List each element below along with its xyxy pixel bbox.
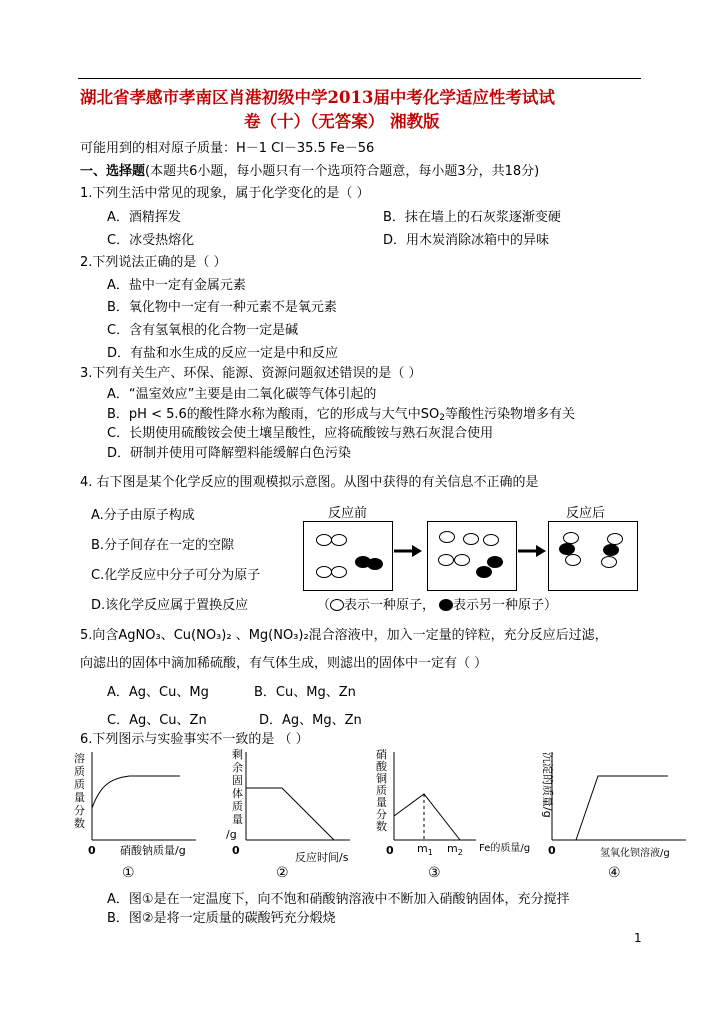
ylabel-char: 体	[232, 787, 243, 800]
graph-2-curve	[246, 788, 334, 840]
q5-option-d: D．Ag、Mg、Zn	[259, 713, 362, 728]
legend-open-paren: （	[317, 598, 331, 613]
q4-stem: 4. 右下图是某个化学反应的围观模拟示意图。从图中获得的有关信息不正确的是	[80, 475, 539, 490]
q5-stem-line2: 向滤出的固体中滴加稀硫酸，有气体生成，则滤出的固体中一定有（ ）	[80, 656, 488, 671]
graph-2-number: ②	[276, 865, 289, 881]
q2-option-c: C．含有氢氧根的化合物一定是碱	[107, 323, 299, 338]
q1-option-d: D．用木炭消除冰箱中的异味	[383, 233, 550, 248]
arrow-2	[518, 544, 548, 558]
ylabel-char: 质	[232, 800, 243, 813]
graph-4	[530, 746, 700, 882]
reaction-box-before	[303, 521, 393, 591]
graph-4-ylabel: 沉淀的质量/g	[541, 752, 554, 818]
arrow-1	[394, 544, 424, 558]
ylabel-char: 酸	[376, 760, 387, 773]
graph-1-number: ①	[122, 865, 135, 881]
q3-option-b	[107, 403, 575, 423]
graph-2-origin: 0	[232, 844, 240, 857]
atom-open	[331, 566, 347, 578]
graph-3-xlabel: Fe的质量/g	[479, 843, 531, 854]
graph-3-origin: 0	[386, 844, 394, 857]
graph-1-xlabel: 硝酸钠质量/g	[120, 844, 186, 857]
q5-option-b: B．Cu、Mg、Zn	[254, 685, 356, 700]
q2-option-a: A．盐中一定有金属元素	[107, 278, 246, 293]
atom-open	[463, 533, 479, 545]
legend-open-atom-icon	[330, 599, 344, 611]
graph-3-m1-sub: 1	[427, 848, 433, 857]
ylabel-char: 量	[232, 813, 243, 826]
q5-option-c: C．Ag、Cu、Zn	[107, 713, 207, 728]
atom-open	[316, 534, 332, 546]
ylabel-char: 溶	[74, 752, 85, 765]
graph-2-ylabel	[232, 747, 243, 826]
section-description: (本题共6小题，每小题只有一个选项符合题意，每小题3分，共18分)	[145, 164, 540, 179]
q3-option-d: D．研制并使用可降解塑料能缓解白色污染	[107, 446, 352, 461]
ylabel-char: 分	[74, 804, 85, 817]
graph-2-unit: /g	[226, 828, 237, 841]
ylabel-char: 量	[74, 791, 85, 804]
q6-stem: 6.下列图示与实验事实不一致的是 （ ）	[80, 732, 309, 747]
atom-open	[316, 566, 332, 578]
legend-filled-atom-text: 表示另一种原子）	[453, 598, 558, 613]
document-title-line1: 湖北省孝感市孝南区肖港初级中学2013届中考化学适应性考试试	[80, 88, 555, 107]
q1-option-a: A．酒精挥发	[107, 210, 181, 225]
q1-stem: 1.下列生活中常见的现象，属于化学变化的是（ ）	[80, 186, 370, 201]
q2-option-d: D．有盐和水生成的反应一定是中和反应	[107, 346, 339, 361]
graph-3-m1	[417, 842, 433, 857]
graph-3-number: ③	[428, 865, 441, 881]
graph-4-number: ④	[608, 865, 621, 881]
reaction-box-middle	[427, 521, 517, 591]
header-rule	[78, 78, 641, 79]
q1-option-c: C．冰受热熔化	[107, 233, 195, 248]
atom-open	[438, 554, 454, 566]
ylabel-char: 固	[232, 774, 243, 787]
page-number: 1	[634, 931, 642, 945]
graph-1-ylabel	[74, 751, 85, 830]
graph-4-origin: 0	[548, 844, 556, 857]
q3-option-b-sub: 2	[439, 413, 445, 423]
reaction-box-after	[548, 521, 638, 591]
graph-3-m2-text: m	[447, 842, 458, 855]
q1-option-b: B．抹在墙上的石灰浆逐渐变硬	[383, 210, 561, 225]
graph-4-xlabel: 氢氧化钡溶液/g	[600, 848, 670, 859]
atom-open	[483, 534, 499, 546]
graph-3-m2-sub: 2	[457, 848, 463, 857]
q3-option-b-pre: B．pH < 5.6的酸性降水称为酸雨，它的形成与大气中SO	[107, 407, 440, 422]
atomic-masses: 可能用到的相对原子质量：H－1 Cl－35.5 Fe－56	[80, 141, 375, 156]
legend-open-atom-text: 表示一种原子，	[344, 598, 436, 613]
graph-2-xlabel: 反应时间/s	[295, 851, 349, 864]
ylabel-char: 剩	[232, 748, 243, 761]
ylabel-char: 数	[74, 817, 85, 830]
ylabel-char: 质	[376, 784, 387, 797]
graph-4-curve	[576, 776, 668, 840]
ylabel-char: 量	[376, 796, 387, 809]
graph-1	[70, 746, 210, 882]
ylabel-char: 质	[74, 765, 85, 778]
graph-3-m2	[447, 842, 463, 857]
q3-option-a: A．“温室效应”主要是由二氧化碳等气体引起的	[107, 387, 377, 402]
section-heading	[80, 160, 539, 179]
atom-filled	[487, 556, 503, 568]
q5-option-a: A．Ag、Cu、Mg	[107, 685, 209, 700]
graph-3-m1-text: m	[417, 842, 428, 855]
atom-filled	[476, 566, 492, 578]
q4-option-b: B.分子间存在一定的空隙	[91, 538, 235, 553]
q4-option-c: C.化学反应中分子可分为原子	[91, 568, 261, 583]
atom-open	[439, 531, 455, 543]
label-before-reaction: 反应前	[328, 506, 368, 521]
q4-option-d: D.该化学反应属于置换反应	[91, 598, 249, 613]
q6-option-a: A．图①是在一定温度下，向不饱和硝酸钠溶液中不断加入硝酸钠固体，充分搅拌	[107, 892, 570, 907]
q6-option-b: B．图②是将一定质量的碳酸钙充分煅烧	[107, 911, 336, 926]
ylabel-char: 硝	[376, 748, 387, 761]
graph-3	[372, 746, 552, 882]
section-title: 一、选择题	[80, 164, 146, 179]
q3-option-b-post: 等酸性污染物增多有关	[445, 407, 576, 422]
atom-open	[331, 534, 347, 546]
label-after-reaction: 反应后	[566, 506, 606, 521]
graph-1-curve	[92, 776, 180, 808]
q5-stem-line1: 5.向含AgNO₃、Cu(NO₃)₂ 、Mg(NO₃)₂混合溶液中，加入一定量的锌粒，充分反应后过滤，	[80, 628, 608, 643]
atom-open	[454, 554, 470, 566]
q2-stem: 2.下列说法正确的是（ ）	[80, 255, 227, 270]
q2-option-b: B．氧化物中一定有一种元素不是氧元素	[107, 300, 337, 315]
ylabel-char: 数	[376, 820, 387, 833]
atom-legend	[317, 594, 557, 613]
legend-filled-atom-icon	[439, 599, 453, 611]
atom-open	[601, 556, 617, 568]
graph-1-origin: 0	[88, 844, 96, 857]
atom-filled	[603, 544, 619, 556]
atom-open	[565, 554, 581, 566]
q4-option-a: A.分子由原子构成	[91, 508, 195, 523]
ylabel-char: 铜	[376, 772, 387, 785]
document-title-line2: 卷（十）（无答案） 湘教版	[244, 112, 440, 131]
ylabel-char: 余	[232, 761, 243, 774]
q3-stem: 3.下列有关生产、环保、能源、资源问题叙述错误的是（ ）	[80, 366, 422, 381]
ylabel-char: 质	[74, 778, 85, 791]
graph-3-ylabel	[376, 747, 388, 833]
ylabel-char: 分	[376, 808, 387, 821]
graph-3-curve	[394, 794, 460, 840]
graph-2	[222, 746, 362, 882]
atom-filled	[367, 558, 383, 570]
q3-option-c: C．长期使用硫酸铵会使土壤呈酸性，应将硫酸铵与熟石灰混合使用	[107, 426, 494, 441]
